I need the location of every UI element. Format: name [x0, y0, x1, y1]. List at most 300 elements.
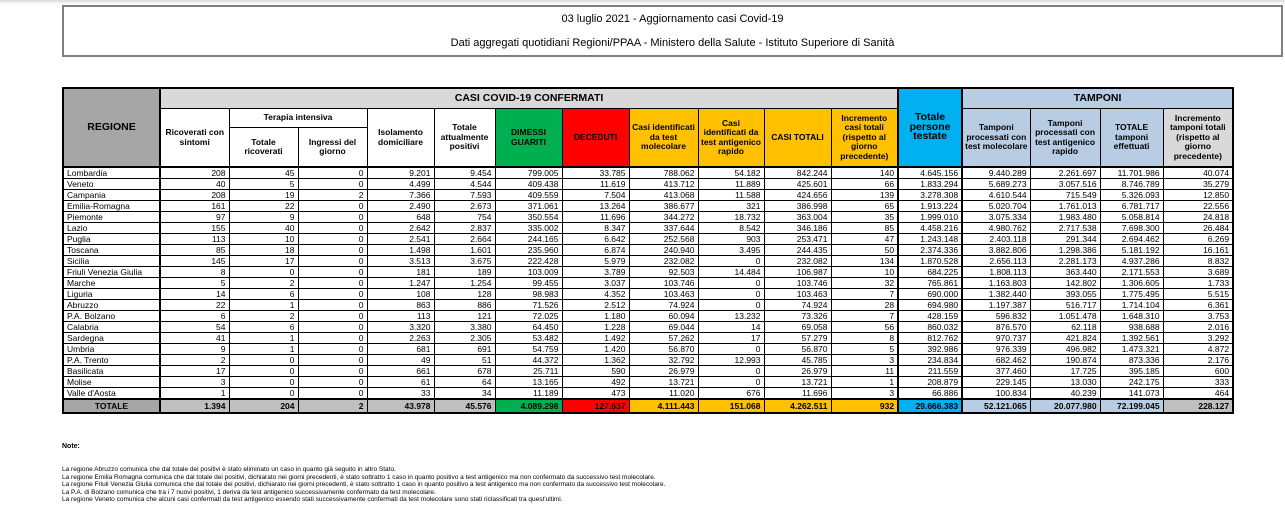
- table-cell: 44.372: [495, 355, 562, 366]
- table-row: [63, 234, 1233, 245]
- table-cell: 682.462: [962, 355, 1030, 366]
- table-cell: 0: [298, 355, 367, 366]
- totale-cell: 4.089.298: [495, 399, 562, 413]
- table-cell: 25.711: [495, 366, 562, 377]
- table-cell: 2.656.113: [962, 256, 1030, 267]
- column-header-deceduti: DECEDUTI: [562, 109, 629, 168]
- table-cell: 211.559: [898, 366, 962, 377]
- table-cell: 3.789: [562, 267, 629, 278]
- group-header-tamponi: TAMPONI: [962, 88, 1233, 109]
- table-cell: 2.490: [367, 201, 434, 212]
- table-row: [63, 167, 1233, 179]
- table-cell: 3.513: [367, 256, 434, 267]
- table-cell: 181: [367, 267, 434, 278]
- table-cell: 7: [831, 311, 898, 322]
- table-cell: 0: [298, 300, 367, 311]
- table-cell: 681: [367, 344, 434, 355]
- table-cell: 6: [160, 311, 229, 322]
- table-cell: 45: [229, 167, 298, 179]
- region-name: Campania: [63, 190, 160, 201]
- table-cell: 970.737: [962, 333, 1030, 344]
- table-cell: 842.244: [764, 167, 831, 179]
- region-name: Piemonte: [63, 212, 160, 223]
- table-cell: 5.515: [1163, 289, 1233, 300]
- table-row: [63, 344, 1233, 355]
- table-cell: 12.850: [1163, 190, 1233, 201]
- table-cell: 0: [298, 289, 367, 300]
- table-cell: 5: [831, 344, 898, 355]
- table-cell: 4.980.762: [962, 223, 1030, 234]
- group-header-terapia-intensiva: Terapia intensiva: [229, 109, 367, 128]
- table-cell: 99.455: [495, 278, 562, 289]
- table-cell: 40.239: [1030, 388, 1100, 400]
- table-cell: 4.352: [562, 289, 629, 300]
- table-cell: 47: [831, 234, 898, 245]
- table-row: [63, 190, 1233, 201]
- table-cell: 16.161: [1163, 245, 1233, 256]
- table-cell: 1.254: [434, 278, 495, 289]
- table-cell: 1.180: [562, 311, 629, 322]
- table-cell: 56.870: [764, 344, 831, 355]
- table-cell: 386.677: [629, 201, 698, 212]
- table-cell: 134: [831, 256, 898, 267]
- table-cell: 128: [434, 289, 495, 300]
- table-cell: 64: [434, 377, 495, 388]
- table-cell: 11: [831, 366, 898, 377]
- column-header-persone-testate: Totale persone testate: [898, 88, 962, 167]
- table-cell: 3.075.334: [962, 212, 1030, 223]
- table-cell: 9.440.289: [962, 167, 1030, 179]
- table-cell: 715.549: [1030, 190, 1100, 201]
- table-cell: 0: [298, 267, 367, 278]
- table-cell: 1.601: [434, 245, 495, 256]
- region-name: Calabria: [63, 322, 160, 333]
- table-cell: 54.759: [495, 344, 562, 355]
- region-name: Liguria: [63, 289, 160, 300]
- table-cell: 41: [160, 333, 229, 344]
- table-cell: 2.171.553: [1100, 267, 1163, 278]
- table-cell: 4.645.156: [898, 167, 962, 179]
- table-cell: 64.450: [495, 322, 562, 333]
- column-header-casi-test-antigenico: Casi identificati da test antigenico rapido: [698, 109, 764, 168]
- table-cell: 413.068: [629, 190, 698, 201]
- table-cell: 0: [298, 201, 367, 212]
- totale-cell: 72.199.045: [1100, 399, 1163, 413]
- table-cell: 6.642: [562, 234, 629, 245]
- table-cell: 3.675: [434, 256, 495, 267]
- table-cell: 0: [698, 366, 764, 377]
- totale-cell: 29.666.383: [898, 399, 962, 413]
- covid-data-table-wrapper: [62, 87, 1234, 414]
- table-cell: 0: [698, 300, 764, 311]
- table-cell: 473: [562, 388, 629, 400]
- table-cell: 754: [434, 212, 495, 223]
- table-cell: 54.182: [698, 167, 764, 179]
- table-cell: 0: [298, 278, 367, 289]
- totale-cell: 932: [831, 399, 898, 413]
- table-cell: 1.761.013: [1030, 201, 1100, 212]
- table-cell: 33.785: [562, 167, 629, 179]
- group-header-casi-confermati: CASI COVID-19 CONFERMATI: [160, 88, 898, 109]
- table-cell: 40: [229, 223, 298, 234]
- note-line: La regione Friuli Venezia Giulia comunica che dal totale dei positivi, dichiarato nei giorni precedenti, è stato sottratto 1 caso in quanto positivo a test antigenico ma non confermato da successivo test molecolare.: [62, 481, 666, 489]
- table-cell: 0: [298, 366, 367, 377]
- table-cell: 2.281.173: [1030, 256, 1100, 267]
- table-cell: 40.074: [1163, 167, 1233, 179]
- table-cell: 8.542: [698, 223, 764, 234]
- table-cell: 17.725: [1030, 366, 1100, 377]
- table-cell: 45.785: [764, 355, 831, 366]
- table-cell: 0: [298, 377, 367, 388]
- table-cell: 113: [160, 234, 229, 245]
- table-cell: 54: [160, 322, 229, 333]
- table-cell: 873.336: [1100, 355, 1163, 366]
- table-cell: 350.554: [495, 212, 562, 223]
- table-cell: 903: [698, 234, 764, 245]
- table-cell: 421.824: [1030, 333, 1100, 344]
- table-cell: 1.163.803: [962, 278, 1030, 289]
- totale-cell: 4.262.511: [764, 399, 831, 413]
- table-cell: 1.999.010: [898, 212, 962, 223]
- table-row: [63, 366, 1233, 377]
- table-cell: 19: [229, 190, 298, 201]
- totale-cell: 1.394: [160, 399, 229, 413]
- table-row: [63, 201, 1233, 212]
- notes-section: [62, 443, 1262, 504]
- table-cell: 1.775.495: [1100, 289, 1163, 300]
- table-cell: 1.298.386: [1030, 245, 1100, 256]
- table-cell: 13.030: [1030, 377, 1100, 388]
- table-cell: 189: [434, 267, 495, 278]
- table-cell: 3.320: [367, 322, 434, 333]
- table-cell: 1.420: [562, 344, 629, 355]
- table-cell: 140: [831, 167, 898, 179]
- table-cell: 1.247: [367, 278, 434, 289]
- table-cell: 5.181.192: [1100, 245, 1163, 256]
- table-cell: 61: [367, 377, 434, 388]
- table-cell: 0: [698, 289, 764, 300]
- table-cell: 161: [160, 201, 229, 212]
- table-cell: 0: [698, 344, 764, 355]
- table-cell: 0: [298, 167, 367, 179]
- region-name: Emilia-Romagna: [63, 201, 160, 212]
- table-row: [63, 355, 1233, 366]
- table-cell: 92.503: [629, 267, 698, 278]
- table-cell: 73.326: [764, 311, 831, 322]
- region-name: Toscana: [63, 245, 160, 256]
- table-cell: 0: [298, 388, 367, 400]
- table-cell: 24.818: [1163, 212, 1233, 223]
- column-header-incremento-casi: Incremento casi totali (rispetto al giorno precedente): [831, 109, 898, 168]
- table-cell: 5.689.273: [962, 179, 1030, 190]
- table-cell: 32: [831, 278, 898, 289]
- table-cell: 5.979: [562, 256, 629, 267]
- table-cell: 8.347: [562, 223, 629, 234]
- table-cell: 1: [229, 333, 298, 344]
- table-cell: 3.278.308: [898, 190, 962, 201]
- covid-data-table: [62, 87, 1234, 414]
- table-cell: 208.879: [898, 377, 962, 388]
- table-row: [63, 267, 1233, 278]
- region-name: Basilicata: [63, 366, 160, 377]
- table-cell: 66: [831, 179, 898, 190]
- table-cell: 2.541: [367, 234, 434, 245]
- region-name: Friuli Venezia Giulia: [63, 267, 160, 278]
- table-cell: 103.463: [629, 289, 698, 300]
- table-cell: 863: [367, 300, 434, 311]
- table-cell: 4.499: [367, 179, 434, 190]
- table-cell: 1.382.440: [962, 289, 1030, 300]
- table-cell: 0: [298, 179, 367, 190]
- column-header-tamponi-molecolare: Tamponi processati con test molecolare: [962, 109, 1030, 168]
- table-cell: 17: [698, 333, 764, 344]
- table-cell: 1.808.113: [962, 267, 1030, 278]
- table-cell: 100.834: [962, 388, 1030, 400]
- table-cell: 492: [562, 377, 629, 388]
- table-cell: 85: [831, 223, 898, 234]
- table-cell: 7.698.300: [1100, 223, 1163, 234]
- table-cell: 17: [160, 366, 229, 377]
- table-cell: 103.009: [495, 267, 562, 278]
- table-cell: 590: [562, 366, 629, 377]
- table-cell: 11.619: [562, 179, 629, 190]
- table-cell: 11.696: [562, 212, 629, 223]
- table-row: [63, 388, 1233, 400]
- table-cell: 4.458.216: [898, 223, 962, 234]
- table-cell: 139: [831, 190, 898, 201]
- table-row: [63, 322, 1233, 333]
- table-cell: 876.570: [962, 322, 1030, 333]
- table-cell: 5.326.093: [1100, 190, 1163, 201]
- table-cell: 9.454: [434, 167, 495, 179]
- table-cell: 363.440: [1030, 267, 1100, 278]
- table-cell: 409.438: [495, 179, 562, 190]
- table-cell: 596.832: [962, 311, 1030, 322]
- table-cell: 66.886: [898, 388, 962, 400]
- region-name: Lazio: [63, 223, 160, 234]
- table-row: [63, 311, 1233, 322]
- table-cell: 51: [434, 355, 495, 366]
- table-cell: 346.186: [764, 223, 831, 234]
- table-cell: 22.556: [1163, 201, 1233, 212]
- table-cell: 1.733: [1163, 278, 1233, 289]
- table-cell: 765.861: [898, 278, 962, 289]
- table-cell: 229.145: [962, 377, 1030, 388]
- table-cell: 56.870: [629, 344, 698, 355]
- region-name: Molise: [63, 377, 160, 388]
- table-cell: 11.588: [698, 190, 764, 201]
- table-cell: 33: [367, 388, 434, 400]
- table-cell: 3.753: [1163, 311, 1233, 322]
- region-name: Umbria: [63, 344, 160, 355]
- column-header-isolamento-domiciliare: Isolamento domiciliare: [367, 109, 434, 168]
- table-cell: 0: [298, 311, 367, 322]
- table-cell: 860.032: [898, 322, 962, 333]
- table-cell: 60.094: [629, 311, 698, 322]
- table-cell: 141.073: [1100, 388, 1163, 400]
- table-row: [63, 300, 1233, 311]
- table-cell: 335.002: [495, 223, 562, 234]
- note-line: La regione Emilia Romagna comunica che dal totale dei positivi, dichiarato nei giorni precedenti, è stato sottratto 1 caso in quanto positivo a test antigenico ma non confermato da successivo test molecolare.: [62, 473, 656, 481]
- table-cell: 0: [698, 278, 764, 289]
- table-cell: 661: [367, 366, 434, 377]
- table-cell: 1.392.561: [1100, 333, 1163, 344]
- table-cell: 425.601: [764, 179, 831, 190]
- table-cell: 409.559: [495, 190, 562, 201]
- column-header-ricoverati-con-sintomi: Ricoverati con sintomi: [160, 109, 229, 168]
- note-line: La P.A. di Bolzano comunica che tra i 7 nuovi positivi, 1 deriva da test antigenico successivamente confermato da test molecolare.: [62, 488, 436, 496]
- table-cell: 344.272: [629, 212, 698, 223]
- table-cell: 240.940: [629, 245, 698, 256]
- table-cell: 17: [229, 256, 298, 267]
- table-cell: 244.165: [495, 234, 562, 245]
- table-cell: 3: [831, 355, 898, 366]
- totale-label: TOTALE: [63, 399, 160, 413]
- table-cell: 395.185: [1100, 366, 1163, 377]
- table-cell: 18: [229, 245, 298, 256]
- totale-cell: 2: [298, 399, 367, 413]
- table-cell: 648: [367, 212, 434, 223]
- region-name: Sicilia: [63, 256, 160, 267]
- table-cell: 6.269: [1163, 234, 1233, 245]
- table-cell: 321: [698, 201, 764, 212]
- table-cell: 0: [229, 377, 298, 388]
- table-cell: 10: [831, 267, 898, 278]
- table-cell: 8: [831, 333, 898, 344]
- table-cell: 13.721: [764, 377, 831, 388]
- column-header-casi-test-molecolare: Casi identificati da test molecolare: [629, 109, 698, 168]
- table-cell: 232.082: [629, 256, 698, 267]
- table-cell: 1.913.224: [898, 201, 962, 212]
- table-cell: 3.689: [1163, 267, 1233, 278]
- table-cell: 6: [229, 289, 298, 300]
- table-cell: 2.642: [367, 223, 434, 234]
- table-cell: 2.263: [367, 333, 434, 344]
- table-cell: 62.118: [1030, 322, 1100, 333]
- table-cell: 3.057.516: [1030, 179, 1100, 190]
- table-cell: 26.979: [764, 366, 831, 377]
- table-cell: 9: [160, 344, 229, 355]
- table-cell: 1.228: [562, 322, 629, 333]
- report-date-title: 03 luglio 2021 - Aggiornamento casi Covid-19: [561, 13, 784, 25]
- table-cell: 788.062: [629, 167, 698, 179]
- table-cell: 6.874: [562, 245, 629, 256]
- table-cell: 9: [229, 212, 298, 223]
- table-cell: 413.712: [629, 179, 698, 190]
- table-cell: 976.339: [962, 344, 1030, 355]
- table-cell: 232.082: [764, 256, 831, 267]
- table-cell: 0: [298, 256, 367, 267]
- region-name: Sardegna: [63, 333, 160, 344]
- table-cell: 8.746.789: [1100, 179, 1163, 190]
- table-cell: 393.055: [1030, 289, 1100, 300]
- table-cell: 3: [160, 377, 229, 388]
- table-cell: 1.051.478: [1030, 311, 1100, 322]
- column-header-totale-tamponi: TOTALE tamponi effettuati: [1100, 109, 1163, 168]
- region-name: Puglia: [63, 234, 160, 245]
- table-cell: 2: [160, 355, 229, 366]
- table-cell: 71.526: [495, 300, 562, 311]
- table-cell: 2.512: [562, 300, 629, 311]
- table-cell: 32.792: [629, 355, 698, 366]
- table-cell: 4.872: [1163, 344, 1233, 355]
- table-cell: 3.495: [698, 245, 764, 256]
- table-cell: 938.688: [1100, 322, 1163, 333]
- table-cell: 0: [298, 234, 367, 245]
- table-cell: 5: [229, 179, 298, 190]
- table-cell: 516.717: [1030, 300, 1100, 311]
- table-cell: 34: [434, 388, 495, 400]
- table-cell: 2.694.462: [1100, 234, 1163, 245]
- table-cell: 2.016: [1163, 322, 1233, 333]
- table-cell: 0: [298, 322, 367, 333]
- totale-cell: 52.121.065: [962, 399, 1030, 413]
- totale-cell: 127.637: [562, 399, 629, 413]
- table-cell: 65: [831, 201, 898, 212]
- totale-cell: 204: [229, 399, 298, 413]
- table-cell: 1.492: [562, 333, 629, 344]
- table-cell: 7: [831, 289, 898, 300]
- table-cell: 56: [831, 322, 898, 333]
- totale-cell: 151.068: [698, 399, 764, 413]
- table-cell: 2.673: [434, 201, 495, 212]
- table-cell: 0: [698, 256, 764, 267]
- table-cell: 11.696: [764, 388, 831, 400]
- table-cell: 7.593: [434, 190, 495, 201]
- totale-cell: 4.111.443: [629, 399, 698, 413]
- table-cell: 155: [160, 223, 229, 234]
- table-cell: 3.037: [562, 278, 629, 289]
- table-cell: 1.983.480: [1030, 212, 1100, 223]
- table-cell: 14: [698, 322, 764, 333]
- table-cell: 1.714.104: [1100, 300, 1163, 311]
- table-cell: 337.644: [629, 223, 698, 234]
- table-cell: 5.020.704: [962, 201, 1030, 212]
- table-row: [63, 179, 1233, 190]
- table-cell: 3: [831, 388, 898, 400]
- table-cell: 190.874: [1030, 355, 1100, 366]
- table-cell: 49: [367, 355, 434, 366]
- table-cell: 2.374.336: [898, 245, 962, 256]
- column-header-totale-ricoverati: Totale ricoverati: [229, 128, 298, 168]
- table-cell: 12.993: [698, 355, 764, 366]
- table-cell: 74.924: [629, 300, 698, 311]
- region-name: Lombardia: [63, 167, 160, 179]
- table-row: [63, 377, 1233, 388]
- table-cell: 0: [229, 355, 298, 366]
- table-cell: 1.306.605: [1100, 278, 1163, 289]
- table-cell: 886: [434, 300, 495, 311]
- table-cell: 11.889: [698, 179, 764, 190]
- table-cell: 1.833.294: [898, 179, 962, 190]
- table-cell: 98.983: [495, 289, 562, 300]
- table-cell: 252.568: [629, 234, 698, 245]
- table-cell: 208: [160, 167, 229, 179]
- table-cell: 1.498: [367, 245, 434, 256]
- table-cell: 0: [298, 212, 367, 223]
- table-cell: 10: [229, 234, 298, 245]
- table-cell: 3.380: [434, 322, 495, 333]
- table-cell: 113: [367, 311, 434, 322]
- table-cell: 0: [298, 333, 367, 344]
- table-cell: 7.366: [367, 190, 434, 201]
- totale-cell: 228.127: [1163, 399, 1233, 413]
- table-cell: 0: [229, 366, 298, 377]
- totale-cell: 43.978: [367, 399, 434, 413]
- table-cell: 684.225: [898, 267, 962, 278]
- note-line: La regione Abruzzo comunica che dal totale dei positivi è stato eliminato un caso in quanto già seguito in altro Stato.: [62, 466, 396, 473]
- table-cell: 57.279: [764, 333, 831, 344]
